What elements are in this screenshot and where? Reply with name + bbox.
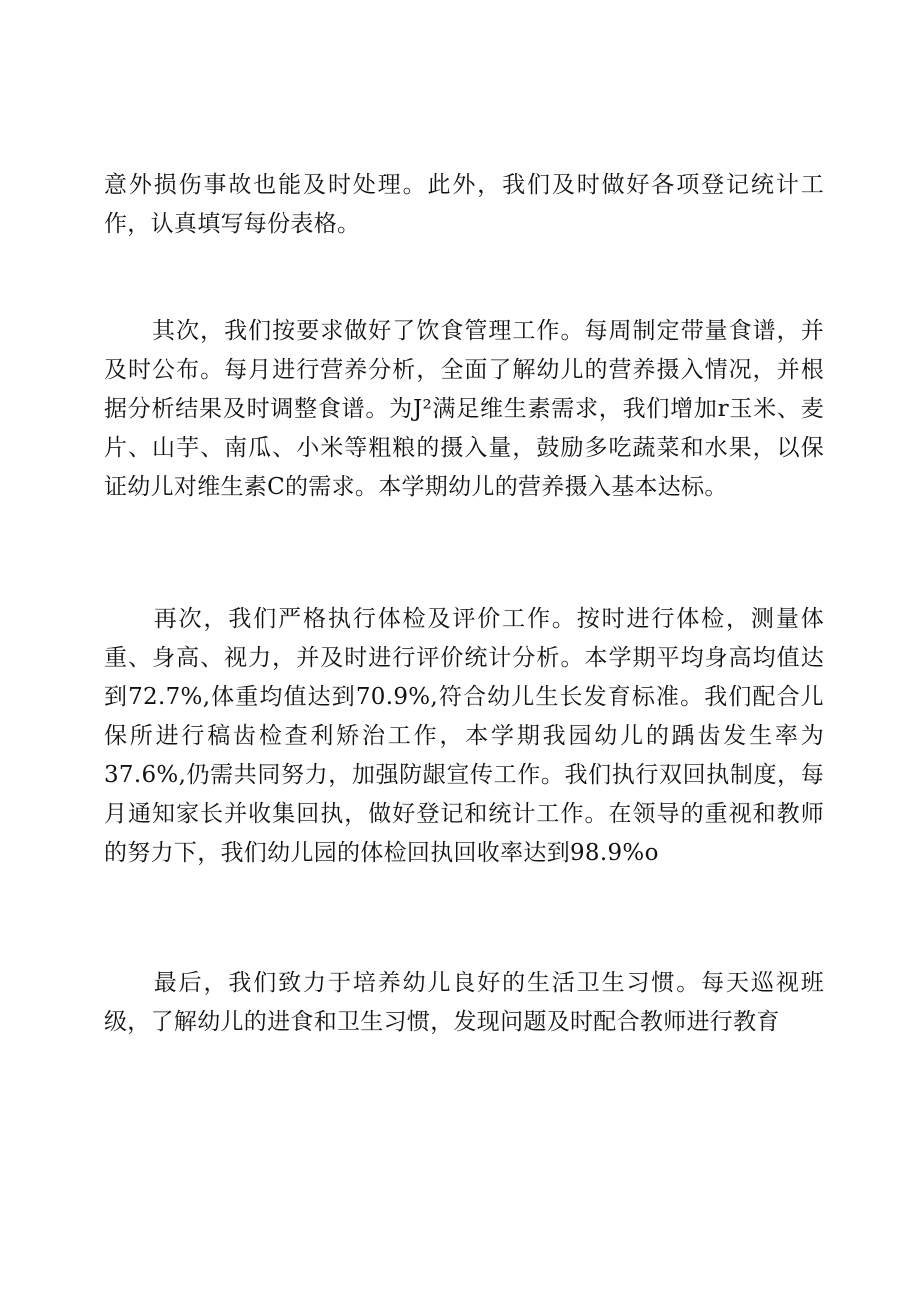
paragraph-diet-management: 其次，我们按要求做好了饮食管理工作。每周制定带量食谱，并及时公布。每月进行营养分析，全面了解幼儿的营养摄入情况，并根据分析结果及时调整食谱。为J²满足维生素需求，我们增加r玉米、麦片、山芋、南瓜、小米等粗粮的摄入量，鼓励多吃蔬菜和水果，以保证幼儿对维生素C的需求。本学期幼儿的营养摄入基本达标。 <box>104 318 824 500</box>
paragraph-health-check: 再次，我们严格执行体检及评价工作。按时进行体检，测量体重、身高、视力，并及时进行评价统计分析。本学期平均身高均值达到72.7%,体重均值达到70.9%,符合幼儿生长发育标准。我们配合儿保所进行稿齿检查利矫治工作，本学期我园幼儿的踽齿发生率为37.6%,仍需共同努力，加强防龈宣传工作。我们执行双回执制度，每月通知家长并收集回执，做好登记和统计工作。在领导的重视和教师的努力下，我们幼儿园的体检回执回收率达到98.9%o <box>104 606 824 866</box>
paragraph-accident-handling: 意外损伤事故也能及时处理。此外，我们及时做好各项登记统计工作，认真填写每份表格。 <box>104 172 824 237</box>
paragraph-hygiene-habits: 最后，我们致力于培养幼儿良好的生活卫生习惯。每天巡视班级，了解幼儿的进食和卫生习惯，发现问题及时配合教师进行教育 <box>104 970 824 1035</box>
